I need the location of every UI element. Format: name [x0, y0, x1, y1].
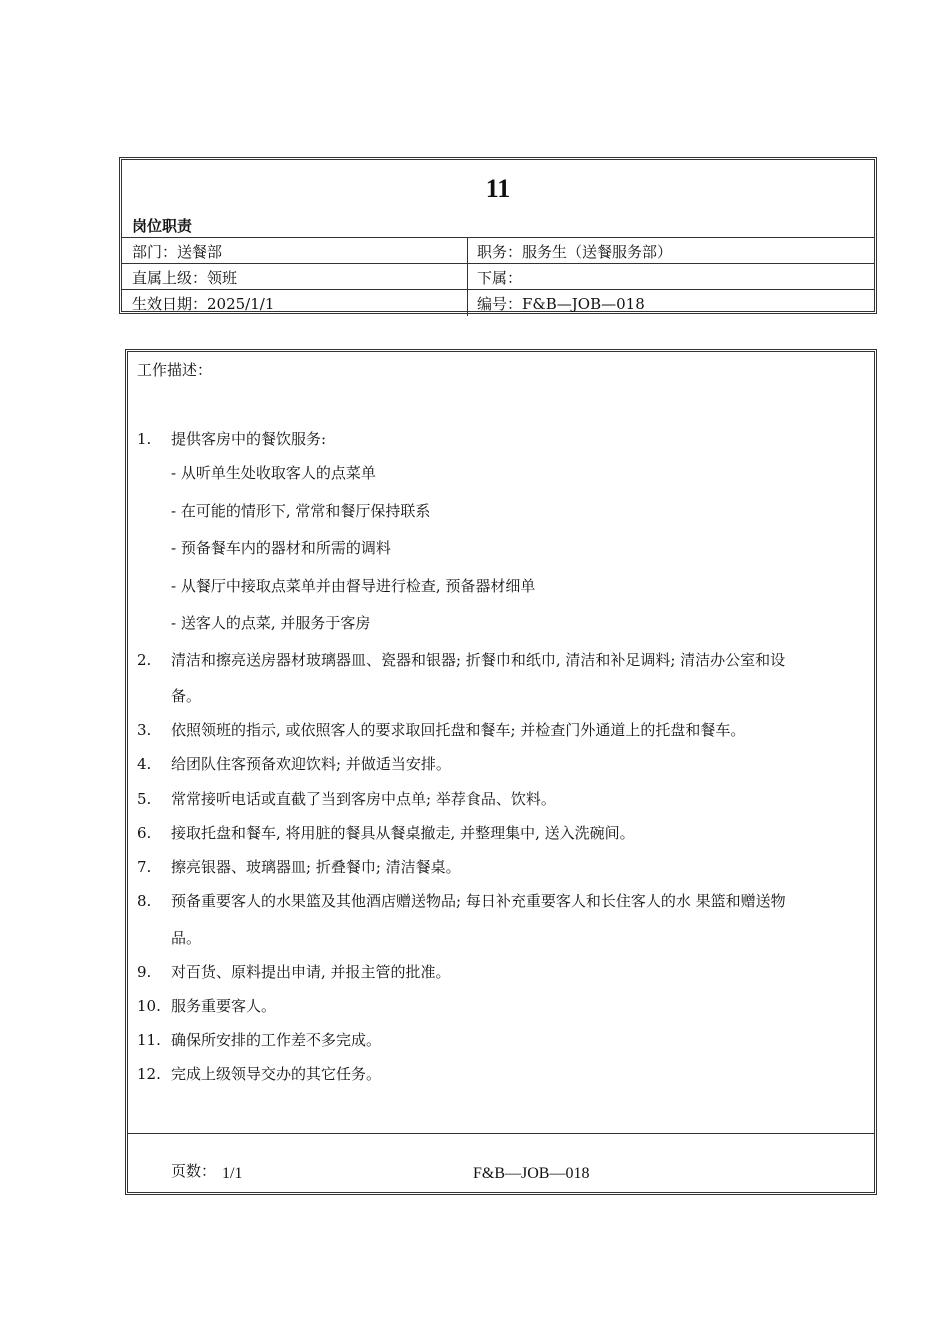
item-continuation: 备。	[171, 687, 202, 705]
item-continuation: 品。	[171, 929, 202, 947]
item-number: 6.	[137, 824, 152, 842]
item-text: 清洁和擦亮送房器材玻璃器皿、瓷器和银器; 折餐巾和纸巾, 清洁和补足调料; 清洁办公室和设	[171, 651, 786, 669]
item-number: 12.	[137, 1065, 161, 1083]
sub-item: - 在可能的情形下, 常常和餐厅保持联系	[171, 502, 431, 520]
job-header-table	[119, 157, 877, 314]
header-row-supervisor	[122, 263, 874, 290]
item-number: 11.	[137, 1031, 161, 1049]
sub-item: - 送客人的点菜, 并服务于客房	[171, 614, 371, 632]
document-number: 11	[485, 174, 511, 203]
sub-item: - 预备餐车内的器材和所需的调料	[171, 539, 391, 557]
item-number: 3.	[137, 721, 152, 739]
item-text: 常常接听电话或直截了当到客房中点单; 举荐食品、饮料。	[171, 790, 556, 808]
item-text: 接取托盘和餐车, 将用脏的餐具从餐桌撤走, 并整理集中, 送入洗碗间。	[171, 824, 635, 842]
item-text: 提供客房中的餐饮服务:	[171, 430, 327, 448]
item-text: 依照领班的指示, 或依照客人的要求取回托盘和餐车; 并检查门外通道上的托盘和餐车。	[171, 721, 746, 739]
subordinate-cell: 下属：	[477, 269, 523, 287]
job-description-box	[125, 349, 877, 1195]
item-text: 预备重要客人的水果篮及其他酒店赠送物品; 每日补充重要客人和长住客人的水 果篮和赠送物	[171, 892, 786, 910]
page-count-label: 页数：	[171, 1162, 217, 1180]
item-text: 擦亮银器、玻璃器皿; 折叠餐巾; 清洁餐桌。	[171, 858, 461, 876]
position-cell: 职务：服务生（送餐服务部）	[477, 243, 673, 261]
supervisor-cell: 直属上级：领班	[132, 269, 238, 287]
footer-document-code: F&B—JOB—018	[473, 1165, 590, 1182]
item-number: 2.	[137, 651, 152, 669]
department-cell: 部门：送餐部	[132, 243, 223, 261]
footer-divider	[128, 1133, 874, 1134]
item-text: 给团队住客预备欢迎饮料; 并做适当安排。	[171, 755, 451, 773]
document-subtitle: 岗位职责	[132, 217, 193, 235]
item-number: 9.	[137, 963, 152, 981]
item-text: 对百货、原料提出申请, 并报主管的批准。	[171, 963, 451, 981]
effective-date-cell: 生效日期：2025/1/1	[132, 295, 275, 313]
item-text: 确保所安排的工作差不多完成。	[171, 1031, 382, 1049]
item-number: 5.	[137, 790, 152, 808]
header-row-department	[122, 237, 874, 264]
item-text: 服务重要客人。	[171, 997, 277, 1015]
code-cell: 编号：F&B—JOB—018	[477, 295, 645, 313]
sub-item: - 从餐厅中接取点菜单并由督导进行检查, 预备器材细单	[171, 577, 536, 595]
header-row-effective-date	[122, 289, 874, 316]
item-number: 10.	[137, 997, 161, 1015]
item-number: 7.	[137, 858, 152, 876]
item-number: 4.	[137, 755, 152, 773]
item-number: 1.	[137, 430, 152, 448]
page-count-value: 1/1	[222, 1165, 243, 1182]
item-number: 8.	[137, 892, 152, 910]
sub-item: - 从听单生处收取客人的点菜单	[171, 464, 376, 482]
item-text: 完成上级领导交办的其它任务。	[171, 1065, 382, 1083]
description-label: 工作描述：	[137, 361, 213, 379]
